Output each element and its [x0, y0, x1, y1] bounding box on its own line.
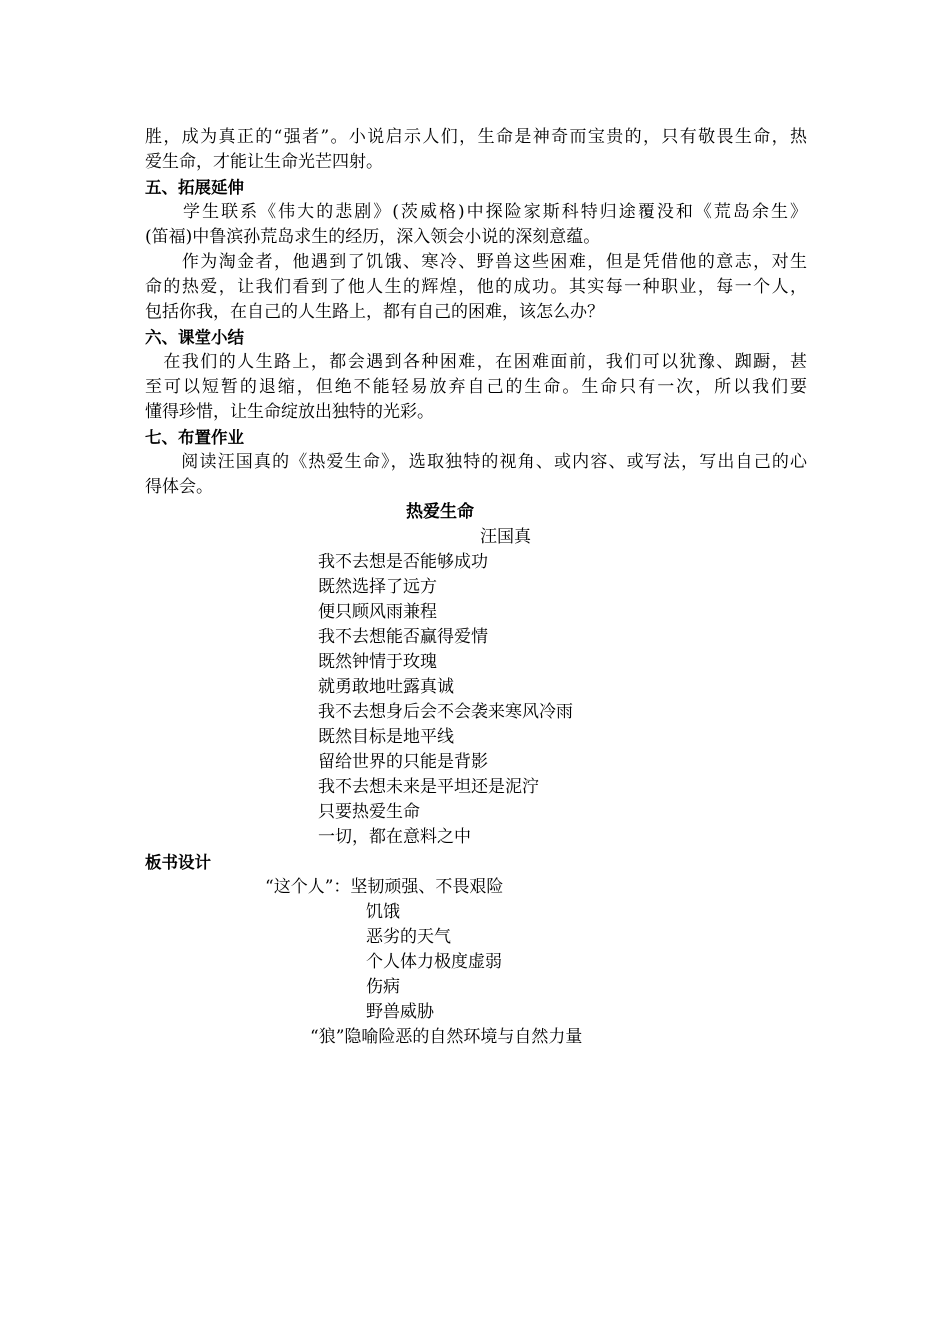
section5-p2-line-3: 包括你我，在自己的人生路上，都有自己的困难，该怎么办？	[145, 302, 604, 322]
board-item: 伤病	[366, 977, 400, 997]
section-heading-board-design: 板书设计	[145, 853, 211, 872]
poem-line: 我不去想是否能够成功	[318, 552, 488, 572]
paragraph-top-line-2: 爱生命，才能让生命光芒四射。	[145, 152, 383, 172]
section-heading-summary: 六、课堂小结	[145, 328, 244, 347]
section6-p-line-2: 至可以短暂的退缩，但绝不能轻易放弃自己的生命。生命只有一次，所以我们要	[145, 377, 807, 397]
section-heading-homework: 七、布置作业	[145, 428, 244, 447]
poem-line: 留给世界的只能是背影	[318, 752, 488, 772]
poem-author: 汪国真	[480, 527, 531, 547]
poem-line: 我不去想身后会不会袭来寒风冷雨	[318, 702, 573, 722]
paragraph-top-line-1: 胜，成为真正的“强者”。小说启示人们，生命是神奇而宝贵的，只有敬畏生命，热	[145, 127, 807, 147]
section-heading-extension: 五、拓展延伸	[145, 178, 244, 197]
board-wolf-line: “狼”隐喻险恶的自然环境与自然力量	[310, 1027, 583, 1047]
poem-title: 热爱生命	[406, 502, 474, 522]
section5-p2-line-2: 命的热爱，让我们看到了他人生的辉煌，他的成功。其实每一种职业，每一个人，	[145, 277, 807, 297]
section6-p-line-1: 在我们的人生路上，都会遇到各种困难，在困难面前，我们可以犹豫、踟蹰，甚	[145, 352, 807, 372]
poem-line: 我不去想未来是平坦还是泥泞	[318, 777, 539, 797]
poem-line: 既然选择了远方	[318, 577, 437, 597]
board-item: 恶劣的天气	[366, 927, 451, 947]
section5-p2-line-1: 作为淘金者，他遇到了饥饿、寒冷、野兽这些困难，但是凭借他的意志，对生	[145, 252, 807, 272]
poem-line: 就勇敢地吐露真诚	[318, 677, 454, 697]
board-item: 个人体力极度虚弱	[366, 952, 502, 972]
section7-p-line-2: 得体会。	[145, 477, 213, 497]
board-item: 饥饿	[366, 902, 400, 922]
poem-line: 只要热爱生命	[318, 802, 420, 822]
board-main-line: “这个人”：坚韧顽强、不畏艰险	[265, 877, 504, 897]
poem-line: 既然钟情于玫瑰	[318, 652, 437, 672]
board-item: 野兽威胁	[366, 1002, 434, 1022]
section5-p1-line-2: (笛福)中鲁滨孙荒岛求生的经历，深入领会小说的深刻意蕴。	[145, 227, 601, 247]
poem-line: 我不去想能否赢得爱情	[318, 627, 488, 647]
section6-p-line-3: 懂得珍惜，让生命绽放出独特的光彩。	[145, 402, 434, 422]
section5-p1-line-1: 学生联系《伟大的悲剧》(茨威格)中探险家斯科特归途覆没和《荒岛余生》	[145, 202, 807, 222]
poem-line: 既然目标是地平线	[318, 727, 454, 747]
poem-line: 一切，都在意料之中	[318, 827, 471, 847]
section7-p-line-1: 阅读汪国真的《热爱生命》，选取独特的视角、或内容、或写法，写出自己的心	[145, 452, 807, 472]
poem-line: 便只顾风雨兼程	[318, 602, 437, 622]
